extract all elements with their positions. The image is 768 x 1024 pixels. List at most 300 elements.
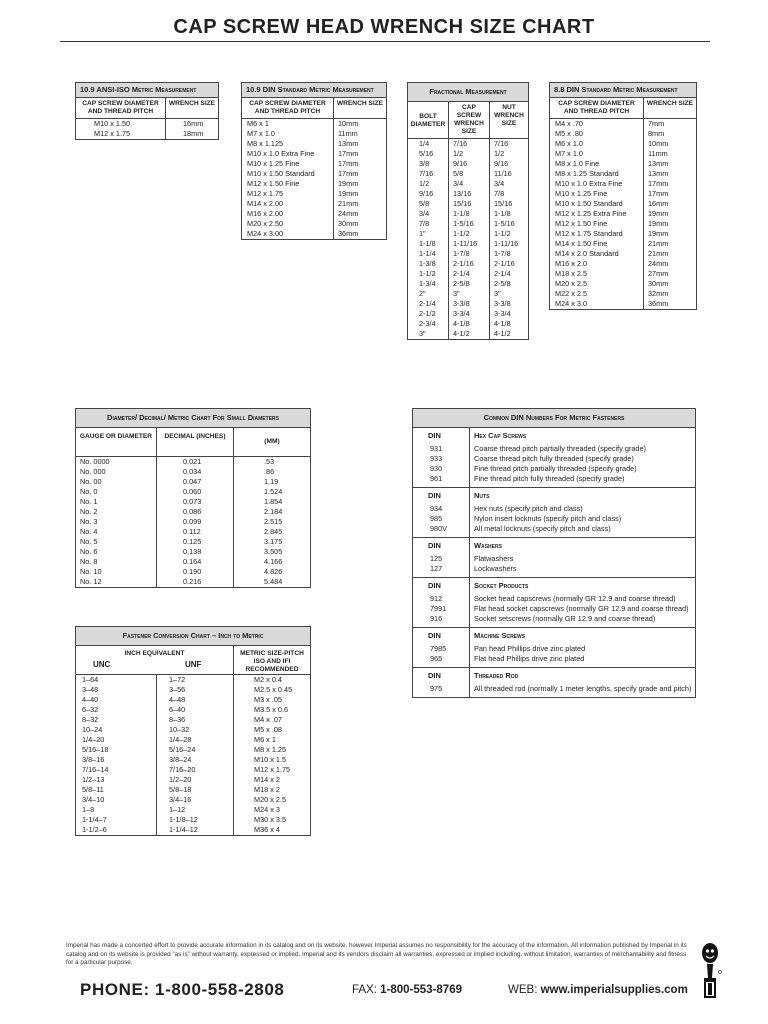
table-cell: 4-1/2: [489, 329, 528, 339]
table-cell: 4-1/8: [448, 319, 489, 329]
din-number: 934: [430, 504, 443, 513]
table-cell: 6–40: [156, 705, 233, 715]
din-description: Coarse thread pitch fully threaded (specify grade): [474, 454, 634, 463]
table-cell: M8 x 1.25: [233, 745, 310, 755]
table-row: [242, 129, 386, 139]
table-row: [408, 269, 528, 279]
din-number: 933: [430, 454, 443, 463]
table-cell: 3/4: [489, 179, 528, 189]
table-cell: 13/16: [448, 189, 489, 199]
table-cell: No. 10: [80, 567, 102, 576]
table-cell: M18 x 2.5: [555, 269, 588, 278]
table-cell: 24mm: [333, 209, 386, 219]
table-row: [550, 209, 696, 219]
table-cell: M12 x 1.75 Standard: [555, 229, 623, 238]
din-label: DIN: [428, 491, 441, 500]
table-cell: M8 x 1.0 Fine: [555, 159, 600, 168]
table-row: [76, 577, 310, 587]
table-cell: 0.216: [156, 577, 233, 587]
table-cell: 3.505: [233, 547, 310, 557]
table-row: [550, 199, 696, 209]
table-cell: M10 x 1.25 Fine: [555, 189, 608, 198]
table-cell: 1/4–28: [156, 735, 233, 745]
din-number: 912: [430, 594, 443, 603]
table-cell: 1.524: [233, 487, 310, 497]
table-cell: No. 1: [80, 497, 98, 506]
table-row: [242, 159, 386, 169]
table-cell: 5/8–11: [82, 785, 104, 794]
table-cell: 1.19: [233, 477, 310, 487]
table-cell: 0.190: [156, 567, 233, 577]
table-row: [408, 139, 528, 149]
table-cell: 24mm: [643, 259, 696, 269]
table-row: [76, 715, 310, 725]
din-number: 930: [430, 464, 443, 473]
table-row: [76, 557, 310, 567]
web-label: WEB:: [508, 984, 538, 996]
table-cell: M16 x 2.0: [555, 259, 588, 268]
table-cell: 7/16: [489, 139, 528, 149]
table-cell: 7/8: [419, 219, 430, 228]
table-cell: 1-5/16: [489, 219, 528, 229]
table-cell: 19mm: [643, 209, 696, 219]
table-cell: 18mm: [165, 129, 218, 139]
table-cell: 17mm: [333, 169, 386, 179]
table-cell: 1-3/8: [419, 259, 436, 268]
table-cell: M3 x .05: [233, 695, 310, 705]
table-cell: 1.854: [233, 497, 310, 507]
col-header: CAP SCREW WRENCH SIZE: [448, 102, 489, 138]
table-row: [550, 299, 696, 309]
din-section: [413, 577, 695, 627]
table-cell: M12 x 1.75: [247, 189, 284, 198]
table-cell: M2.5 x 0.45: [233, 685, 310, 695]
table-cell: 8–32: [82, 715, 99, 724]
table-cell: 0.164: [156, 557, 233, 567]
table-cell: 1-5/16: [448, 219, 489, 229]
table-cell: M14 x 2.00: [247, 199, 284, 208]
table-cell: 1/4–20: [82, 735, 105, 744]
col-header: BOLT DIAMETER: [410, 113, 446, 128]
table-cell: 3": [448, 289, 489, 299]
table-cell: 7/16: [419, 169, 434, 178]
table-cell: M8 x 1.25 Standard: [555, 169, 619, 178]
table-cell: 2-1/16: [489, 259, 528, 269]
fax-label: FAX:: [352, 984, 377, 996]
table-cell: 0.060: [156, 487, 233, 497]
table-cell: 13mm: [643, 169, 696, 179]
table-caption: Fastener Conversion Chart – Inch to Metric: [76, 627, 310, 646]
din-number: 965: [430, 654, 443, 663]
table-cell: 17mm: [643, 179, 696, 189]
table-cell: 36mm: [643, 299, 696, 309]
table-cell: 36mm: [333, 229, 386, 239]
table-caption: 8.8 DIN Standard Metric Measurement: [550, 83, 696, 98]
table-cell: 5/16–18: [82, 745, 109, 754]
table-row: [550, 289, 696, 299]
din-label: DIN: [428, 541, 441, 550]
col-header: WRENCH SIZE: [643, 98, 696, 118]
table-cell: 19mm: [643, 229, 696, 239]
din-8-8-table: [549, 82, 697, 310]
table-cell: 5/16–24: [156, 745, 233, 755]
din-number: 127: [430, 564, 443, 573]
table-cell: 5/16: [419, 149, 434, 158]
din-description: Nylon insert locknuts (specify pitch and class): [474, 514, 622, 523]
table-cell: M5 x .08: [233, 725, 310, 735]
table-cell: 10mm: [643, 139, 696, 149]
table-row: [76, 705, 310, 715]
table-cell: 17mm: [643, 189, 696, 199]
table-row: [76, 119, 218, 129]
table-cell: M10 x 1.0 Extra Fine: [555, 179, 623, 188]
table-cell: 1/2: [489, 149, 528, 159]
table-cell: 2.184: [233, 507, 310, 517]
table-cell: 2.515: [233, 517, 310, 527]
table-cell: 19mm: [333, 189, 386, 199]
table-row: [76, 675, 310, 685]
table-row: [76, 497, 310, 507]
table-row: [408, 289, 528, 299]
table-row: [242, 219, 386, 229]
table-cell: 21mm: [643, 249, 696, 259]
table-row: [76, 527, 310, 537]
din-section-title: Nuts: [474, 491, 490, 500]
table-cell: 6–32: [82, 705, 99, 714]
group-header: INCH EQUIVALENT: [124, 650, 185, 657]
table-cell: No. 5: [80, 537, 98, 546]
table-cell: 4.166: [233, 557, 310, 567]
fax-value: 1-800-553-8769: [380, 984, 462, 996]
table-cell: 16mm: [643, 199, 696, 209]
table-cell: 11mm: [643, 149, 696, 159]
din-description: Socket head capscrews (normally GR 12.9 and coarse thread): [474, 594, 676, 603]
table-cell: 2-1/4: [448, 269, 489, 279]
table-row: [408, 149, 528, 159]
table-cell: 16mm: [165, 119, 218, 129]
table-cell: 2.845: [233, 527, 310, 537]
table-cell: 13mm: [333, 139, 386, 149]
table-cell: No. 3: [80, 517, 98, 526]
table-cell: M12 x 1.50 Fine: [247, 179, 300, 188]
table-cell: M6 x 1: [233, 735, 310, 745]
table-row: [76, 507, 310, 517]
table-row: [408, 249, 528, 259]
table-cell: 2-5/8: [448, 279, 489, 289]
table-row: [242, 209, 386, 219]
din-number: 980V: [430, 524, 448, 533]
table-cell: No. 4: [80, 527, 98, 536]
table-row: [76, 785, 310, 795]
table-row: [408, 199, 528, 209]
table-row: [76, 457, 310, 467]
din-description: Socket setscrews (normally GR 12.9 and coarse thread): [474, 614, 656, 623]
table-cell: M20 x 2.5: [233, 795, 310, 805]
table-cell: 1/2: [448, 149, 489, 159]
table-row: [408, 229, 528, 239]
din-description: Hex nuts (specify pitch and class): [474, 504, 583, 513]
table-cell: 0.125: [156, 537, 233, 547]
table-row: [76, 685, 310, 695]
table-row: [550, 169, 696, 179]
table-row: [550, 249, 696, 259]
phone-number: PHONE: 1-800-558-2808: [80, 980, 285, 999]
table-cell: 7mm: [643, 119, 696, 129]
table-cell: 21mm: [643, 239, 696, 249]
din-number: 916: [430, 614, 443, 623]
table-cell: 1-7/8: [489, 249, 528, 259]
table-cell: 3/8–16: [82, 755, 105, 764]
table-cell: 0.073: [156, 497, 233, 507]
din-number: 7985: [430, 644, 447, 653]
table-row: [242, 179, 386, 189]
table-row: [408, 299, 528, 309]
table-cell: 13mm: [643, 159, 696, 169]
table-cell: 2-1/4: [489, 269, 528, 279]
table-cell: 0.021: [156, 457, 233, 467]
table-cell: 9/16: [419, 189, 434, 198]
col-header: WRENCH SIZE: [333, 98, 386, 118]
table-cell: 10mm: [333, 119, 386, 129]
din-label: DIN: [428, 671, 441, 680]
table-cell: 2-1/16: [448, 259, 489, 269]
table-cell: 17mm: [333, 159, 386, 169]
table-cell: M10 x 1.0 Extra Fine: [247, 149, 315, 158]
din-sections: [413, 428, 695, 697]
page-title: CAP SCREW HEAD WRENCH SIZE CHART: [173, 16, 595, 38]
table-cell: 3": [419, 329, 426, 338]
decimal-chart-table: [75, 408, 311, 588]
table-cell: M24 x 3.00: [247, 229, 284, 238]
table-cell: M4 x .07: [233, 715, 310, 725]
conversion-chart-table: [75, 626, 311, 836]
table-cell: 19mm: [643, 219, 696, 229]
table-cell: M10 x 1.25 Fine: [247, 159, 300, 168]
table-cell: 1-1/8–12: [156, 815, 233, 825]
table-cell: 15/16: [448, 199, 489, 209]
table-cell: M14 x 2: [233, 775, 310, 785]
table-cell: 10–24: [82, 725, 103, 734]
table-row: [76, 725, 310, 735]
table-cell: No. 0000: [80, 457, 110, 466]
table-cell: M10 x 1.5: [233, 755, 310, 765]
din-section: [413, 487, 695, 537]
table-cell: 1-11/16: [448, 239, 489, 249]
din-number: 7991: [430, 604, 447, 613]
table-row: [76, 695, 310, 705]
imperial-logo-icon: [701, 942, 723, 1002]
table-cell: 1–12: [156, 805, 233, 815]
table-cell: 3–56: [156, 685, 233, 695]
table-cell: 3": [489, 289, 528, 299]
din-numbers-table: [412, 408, 696, 698]
col-header: WRENCH SIZE: [165, 98, 218, 118]
table-cell: M36 x 4: [233, 825, 310, 835]
table-cell: No. 12: [80, 577, 102, 586]
table-cell: 4-1/2: [448, 329, 489, 339]
din-section-title: Socket Products: [474, 581, 529, 590]
din-description: Lockwashers: [474, 564, 517, 573]
table-cell: 3-3/4: [448, 309, 489, 319]
table-cell: 1-1/2: [448, 229, 489, 239]
table-row: [550, 279, 696, 289]
table-cell: M20 x 2.50: [247, 219, 284, 228]
table-cell: 4–40: [82, 695, 99, 704]
col-header: DECIMAL (INCHES): [156, 428, 233, 456]
din-description: Coarse thread pitch partially threaded (specify grade): [474, 444, 646, 453]
din-label: DIN: [428, 631, 441, 640]
table-cell: 1/2: [419, 179, 430, 188]
table-row: [408, 159, 528, 169]
table-cell: No. 00: [80, 477, 102, 486]
table-cell: 1-1/8: [419, 239, 436, 248]
table-row: [408, 219, 528, 229]
table-cell: .53: [233, 457, 310, 467]
table-row: [76, 487, 310, 497]
table-cell: No. 000: [80, 467, 106, 476]
table-row: [76, 745, 310, 755]
table-row: [550, 119, 696, 129]
table-row: [550, 139, 696, 149]
table-cell: 0.112: [156, 527, 233, 537]
col-header: GAUGE OR DIAMETER: [79, 433, 153, 440]
table-cell: 2-1/4: [419, 299, 436, 308]
table-row: [408, 279, 528, 289]
table-cell: M18 x 2: [233, 785, 310, 795]
table-cell: 3/4–10: [82, 795, 105, 804]
table-row: [408, 179, 528, 189]
table-row: [76, 735, 310, 745]
table-cell: M4 x .70: [555, 119, 583, 128]
table-row: [408, 239, 528, 249]
table-cell: 32mm: [643, 289, 696, 299]
table-row: [550, 179, 696, 189]
table-row: [76, 755, 310, 765]
table-row: [550, 259, 696, 269]
table-caption: 10.9 ANSI-ISO Metric Measurement: [76, 83, 218, 98]
din-label: DIN: [428, 581, 441, 590]
table-row: [76, 477, 310, 487]
col-header: (MM): [233, 428, 310, 456]
table-cell: 1/2–13: [82, 775, 105, 784]
col-header: UNC: [93, 660, 111, 669]
table-cell: 7/16–20: [156, 765, 233, 775]
table-cell: 4-1/8: [489, 319, 528, 329]
table-cell: 2-5/8: [489, 279, 528, 289]
table-row: [76, 537, 310, 547]
table-cell: 0.086: [156, 507, 233, 517]
table-row: [76, 805, 310, 815]
table-caption: 10.9 DIN Standard Metric Measurement: [242, 83, 386, 98]
din-label: DIN: [428, 431, 441, 440]
website: [508, 984, 688, 996]
table-cell: No. 6: [80, 547, 98, 556]
table-row: [76, 775, 310, 785]
din-description: Flatwashers: [474, 554, 514, 563]
table-cell: 1-1/4–7: [82, 815, 107, 824]
web-link[interactable]: www.imperialsupplies.com: [540, 984, 688, 996]
table-cell: 3/8–24: [156, 755, 233, 765]
table-row: [408, 309, 528, 319]
din-section-title: Hex Cap Screws: [474, 431, 527, 440]
din-description: Fine thread pitch partially threaded (specify grade): [474, 464, 637, 473]
col-header: CAP SCREW DIAMETER AND THREAD PITCH: [558, 100, 635, 115]
table-cell: M10 x 1.50 Standard: [247, 169, 315, 178]
table-cell: M10 x 1.50 Standard: [555, 199, 623, 208]
din-section: [413, 428, 695, 487]
din-section-title: Washers: [474, 541, 502, 550]
table-cell: M24 x 3.0: [555, 299, 588, 308]
table-cell: M7 x 1.0: [247, 129, 275, 138]
table-cell: M24 x 3: [233, 805, 310, 815]
table-cell: 0.138: [156, 547, 233, 557]
table-cell: M14 x 1.50 Fine: [555, 239, 608, 248]
table-cell: 1/2–20: [156, 775, 233, 785]
table-cell: 1-1/8: [448, 209, 489, 219]
table-cell: 3.175: [233, 537, 310, 547]
table-cell: 1-11/16: [489, 239, 528, 249]
table-cell: .86: [233, 467, 310, 477]
table-cell: 1-1/2: [419, 269, 436, 278]
table-cell: M5 x .80: [555, 129, 583, 138]
table-cell: 1–8: [82, 805, 95, 814]
table-cell: 27mm: [643, 269, 696, 279]
table-cell: M12 x 1.75: [94, 129, 131, 138]
table-cell: M6 x 1.0: [555, 139, 583, 148]
table-row: [242, 149, 386, 159]
table-cell: 3-3/8: [448, 299, 489, 309]
table-cell: M20 x 2.5: [555, 279, 588, 288]
table-cell: 11/16: [489, 169, 528, 179]
table-row: [76, 567, 310, 577]
table-cell: 8–36: [156, 715, 233, 725]
table-cell: 5.484: [233, 577, 310, 587]
table-cell: 9/16: [448, 159, 489, 169]
ansi-iso-table: [75, 82, 219, 140]
table-cell: M2 x 0.4: [233, 675, 310, 685]
din-description: Fine thread pitch fully threaded (specify grade): [474, 474, 625, 483]
din-section-title: Machine Screws: [474, 631, 526, 640]
table-cell: 0.047: [156, 477, 233, 487]
table-cell: 5/8: [448, 169, 489, 179]
table-row: [408, 319, 528, 329]
table-row: [242, 139, 386, 149]
table-cell: 19mm: [333, 179, 386, 189]
table-cell: 8mm: [643, 129, 696, 139]
disclaimer: Imperial has made a concerted effort to provide accurate information in its catalog and on its website, however Imperial assumes no responsibility for the accuracy of the information. All information published by Imperial in its catalog and on its website is provided "as is" without warranty, expressed or implied. Imperial and its vendors disclaim all warranties, expressed or implied including, without limitation, warranties of merchantability and fitness for a particular purpose.: [66, 942, 687, 967]
table-cell: 21mm: [333, 199, 386, 209]
table-cell: 5/8–18: [156, 785, 233, 795]
table-cell: M3.5 x 0.6: [233, 705, 310, 715]
col-header: NUT WRENCH SIZE: [489, 102, 528, 138]
din-number: 975: [430, 684, 443, 693]
table-cell: 4–48: [156, 695, 233, 705]
table-row: [76, 467, 310, 477]
table-caption: Common DIN Numbers For Metric Fasteners: [413, 409, 695, 428]
din-section-title: Threaded Rod: [474, 671, 519, 680]
table-cell: 10–32: [156, 725, 233, 735]
din-10-9-table: [241, 82, 387, 240]
table-cell: M12 x 1.75: [233, 765, 310, 775]
table-cell: M7 x 1.0: [555, 149, 583, 158]
table-cell: 3/4–16: [156, 795, 233, 805]
table-cell: M12 x 1.50 Fine: [555, 219, 608, 228]
table-cell: 0.099: [156, 517, 233, 527]
table-row: [242, 189, 386, 199]
table-row: [76, 765, 310, 775]
din-description: All threaded rod (normally 1 meter lengths, specify grade and pitch): [474, 684, 692, 693]
table-row: [550, 149, 696, 159]
